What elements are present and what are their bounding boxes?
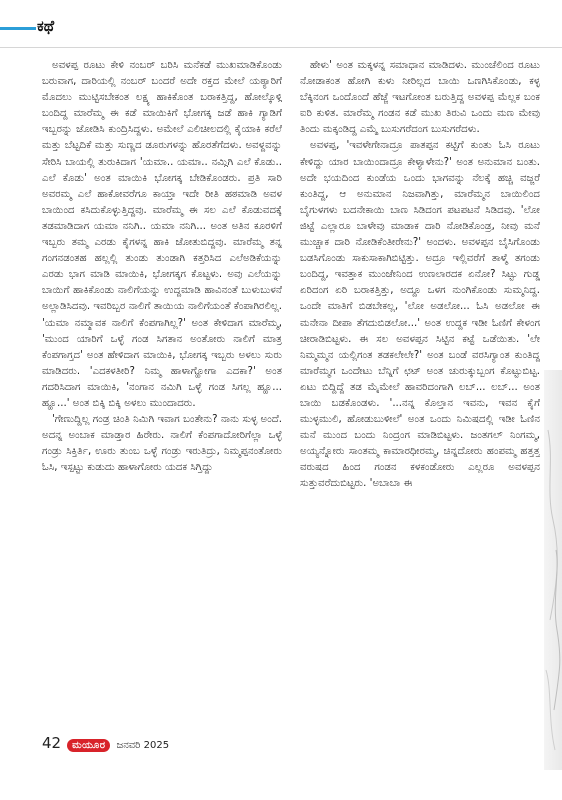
paragraph: ಹೇಳು' ಅಂತ ಮಕ್ಕಳನ್ನ ಸಮಾಧಾನ ಮಾಡಿದಳು. ಮುಂಚೆಲಿಂದ ರೂಟು ನೋಡಾಕಂತ ಹೋಗಿ ಕುಳು ನೀರಿಲ್ಲದ ಬಾಯಿ ಒಣಗಿಸಿಕೊಂಡು, ಕಳ್ಳ ಬೆಕ್ಕಿನಂಗ ಒಂದೊಂದೆ ಹೆಜ್ಜೆ ಇಟಗೋಂತ ಬರುತ್ತಿದ್ದ ಅವಳಪ್ಪ ಮೆಲ್ಲಕ ಬಂಕ ಐರಿ ಕುಳಿತ. ಮಾರೆಮ್ಮ ಗಂಡನ ಕಡೆ ಮುಖ ತಿರುವಿ ಒಂದು ಮಣ ಮೇವು ತಿಂದು ಮಕ್ಕಂಡಿದ್ದ ಎಮ್ಮೆ ಬುಸುಗರೆದಂಗ ಬುಸುಗರೆದಳು. [300, 60, 540, 136]
page-footer [42, 734, 169, 754]
issue-date: ಜನವರಿ 2025 [116, 740, 170, 751]
paragraph: ಅವಳಪ್ಪ ರೂಟು ಕೇಳಿ ನಂಬರ್ ಬರಿಸಿ ಮನೆಕಡೆ ಮುಖಮಾಡಿಕೊಂಡು ಬರುವಾಗ, ದಾರಿಯಲ್ಲಿ ನಂಬರ್ ಬಂದರೆ ಅದೇ ರಕ್ತದ ಮೇಲೆ ಯಠ್ಯಾರಿಗೆ ಮೊದಲು ಮುಟ್ಟಿಸಬೇಕಂತ ಲಕ್ಷ್ಯ ಹಾಕಿಕೊಂತ ಬರಾಕತ್ತಿದ್ದ, ಹೋಲ್ಕೊಳ್ಗಿ ಬಂದಿದ್ದ ಮಾರೆಮ್ಮ ಈ ಕಡೆ ಮಾಯಿಕಿಗೆ ಭೋಗಕ್ಕ ಜಡೆ ಹಾಕಿ ಗ್ಯಾಡಿಗೆ ಇಬ್ಬರನ್ನು ಜೋಡಿಸಿ ಕುಂದ್ರಿಸಿದ್ದಳು. ಅಮೇಲೆ ಎಲಿಚೀಲದಲ್ಲಿ ಕೈಯಾಕಿ ಕರೆಲೆ ಮತ್ತು ಬೆಟ್ಟದಿಕೆ ಮತ್ತು ಸುಣ್ಣದ ಡೂರುಗಳನ್ನು ಹೊರತೆಗೆದಳು. ಅವಳ್ದವನ್ನು ಸೇರಿಸಿ ಬಾಯಲ್ಲಿ ತುರುಕಿದಾಗ 'ಯಮಾ.. ಯಮಾ.. ನಮ್ಗಿಗಿ ಎಲೆ ಕೊಡು.. ಎಲೆ ಕೊಡು' ಅಂತ ಮಾಯಿಕಿ ಭೋಗಕ್ಕ ಬೇಡಿಕೊಂಡರು. ಪ್ರತಿ ಸಾರಿ ಅವರಮ್ಮ ಎಲೆ ಹಾಕೋವರೆಗೂ ಕಾಯ್ತಾ ಇದೇ ರೀತಿ ಹಠಮಾಡಿ ಅವಳ ಬಾಯಿಂದ ಕಸಿದುಕೊಳ್ಳುತ್ತಿದ್ದವು. ಮಾರೆಮ್ಮ ಈ ಸಲ ಎಲೆ ಕೊಡುವದಕ್ಕೆ ತಡಮಾಡಿದಾಗ ಯಮಾ ನನಿಗಿ.. ಯಮಾ ನನಿಗಿ... ಅಂತ ಅತಿನ ಕೂರಳಿಗೆ ಇಬ್ಬರು ತಮ್ಮ ಎರಡು ಕೈಗಳನ್ನ ಹಾಕಿ ಜೋತುಬಿದ್ದವು. ಮಾರೆಮ್ಮ ತನ್ನ ಗಂಗನಡಂತಹ ಹಲ್ಲಲ್ಲಿ ತುಂಡು ತುಂಡಾಗಿ ಕತ್ತರಿಸಿದ ಎಲೆಅಡಿಕೆಯನ್ನು ಎರಡು ಭಾಗ ಮಾಡಿ ಮಾಯಿಕಿ, ಭೋಗಕ್ಕಗ ಕೊಟ್ಟಳು. ಅವು ಎಲೆಯನ್ನು ಬಾಯಿಗೆ ಹಾಕಿಕೊಂಡು ನಾಲಿಗೆಯನ್ನು ಉದ್ದಮಾಡಿ ಹಾವಿನಂತೆ ಬುಳುಬುಳನೆ ಅಲ್ಲಾಡಿಸಿದವು. ಇವರಿಬ್ಬರ ನಾಲಿಗೆ ತಾಯಿಯ ನಾಲಿಗೆಯಂತೆ ಕೆಂಪಾಗಿರಲಿಲ್ಲ. 'ಯಮಾ ನಮ್ಮಾವಕ ನಾಲಿಗೆ ಕೆಂಪಗಾಗಿಲ್ಲ?' ಅಂತ ಕೇಳಿದಾಗ ಮಾರೆಮ್ಮ, 'ಮುಂದ ಯಾರಿಗೆ ಒಳ್ಳೆ ಗಂಡ ಸಿಗತಾನ ಅಂತೋರು ನಾಲಿಗೆ ಮಾತ್ರ ಕೆಂಪಗಾಗ್ತದ' ಅಂತ ಹೇಳಿದಾಗ ಮಾಯಿಕಿ, ಭೋಗಕ್ಕ ಇಬ್ಬರು ಅಳಲು ಸುರು ಮಾಡಿದರು. 'ಎದಕಳತೀರಿ? ನಿಮ್ಮ ಹಾಳಾಗ್ಹೋಗಾ ಎದಕಾ?' ಅಂತ ಗದರಿಸಿದಾಗ ಮಾಯಿಕಿ, 'ನಂಗಾನ ನಮಿಗಿ ಒಳ್ಳೆ ಗಂಡ ಸಿಗಲ್ಲ ಹ್ಹೂ... ಹ್ಹೂ...' ಅಂತ ಬಿಕ್ಕಿ ಬಿಕ್ಕಿ ಅಳಲು ಮುಂದಾದರು. [42, 60, 282, 409]
page-number: 42 [42, 734, 62, 752]
left-column [42, 58, 282, 728]
paragraph: 'ಗೇಣುದ್ದಿಲ್ಲ ಗಂಡ್ರ ಚಿಂತಿ ನಿಮಿಗಿ ಇವಾಗ ಬಂತೇನು? ನಾನು ಸುಳ್ಳ ಅಂದೆ. ಅದನ್ನ ಅಂಬಾಕ ಮಾಡ್ತಾರ ಹಿರೇರು. ನಾಲಿಗೆ ಕೆಂಪಗಾದೋರಿಗೆಲ್ಲಾ ಒಳ್ಳೆ ಗಂಡ್ರು ಸಿಕ್ತಿರ್ತಿ, ಊರು ತುಂಬ ಒಳ್ಳೆ ಗಂಡ್ರು ಇರುತಿದ್ರು, ನಿಮ್ಮಪ್ಪನಂತೋರು ಓಸಿ, ಇಸ್ಪಟ್ಟು ಕುಡುದು ಹಾಳಾಗೋರು ಯದಕ ಸಿಗ್ತಿದ್ದು [42, 414, 282, 474]
header-divider [0, 47, 562, 48]
sketch-lines-icon [544, 370, 562, 770]
right-column [300, 58, 540, 728]
paragraph: ಅವಳಪ್ಪ, 'ಇವಳೇಗೇನಾದ್ರೂ ಪಾತಪ್ಪನ ಕಟ್ಟಿಗೆ ಕುಂತು ಓಸಿ ರೂಟು ಕೇಳಿದ್ದು ಯಾರ ಬಾಯಿಂದಾದ್ರೂ ಕೇಳ್ಯಾಳೇನು?' ಅಂತ ಅನುಮಾನ ಬಂತು. ಅದೇ ಭಯದಿಂದ ಕುಂಡೆಯ ಒಂದು ಭಾಗವನ್ನು ನೆಲಕ್ಕೆ ಹಚ್ಚಿ ವಜ್ಜರೆ ಕುಂತಿದ್ದ, ಆ ಅನುಮಾನ ನಿಜವಾಗಿತ್ತು, ಮಾರೆಮ್ಮನ ಬಾಯಿಲಿಂದ ಬೈಗುಳಗಳು ಬದನೇಕಾಯಿ ಬಾಣ ಸಿಡಿದಂಗ ಪಟಪಟನೆ ಸಿಡಿದವು. 'ಲೋ ಜಿಟ್ಟೆ ಎಲ್ಲಾರೂ ಬಾಳೇವು ಮಾಡಾಕ ದಾರಿ ನೋಡಿಕೊಂಡ್ರ, ನೀವು ಮನೆ ಮುಚ್ಚಾಕ ದಾರಿ ನೋಡಿಕೆಂತೀರೇನು?' ಅಂದಳು. ಅವಳಪ್ಪನ ಬೈಸಿಗೊಂಡು ಬಡಸಿಗೊಂಡು ಸಾಕುಸಾಕಾಗಿಬಿಟ್ಟಿತ್ತು. ಅದ್ರೂ ಇಲ್ಲಿವರೆಗೆ ತಾಳ್ಮೆ ತಗಂಡು ಬಂದಿದ್ದ, ಇವತ್ತಾಕ ಮುಂಜೇನಿಂದ ಉಣಲಾರದಕ ಏನೋ? ಸಿಟ್ಟು ಗುಡ್ಡ ಏರಿದಂಗ ಏರಿ ಬರಾಕತ್ತಿತ್ತು, ಅದ್ದೂ ಒಳಗ ನುಂಗಿಕೊಂಡು ಸುಮ್ಮನಿದ್ದ. ಒಂದೇ ಮಾತಿಗೆ ಬಿಡಬೇಕಲ್ಲ, 'ಲೋ ಅಡಲೋ... ಓಸಿ ಅಡಲೋ ಈ ಮನೇನಾ ದೀಪಾ ತೆಗದುಬಿಡಲೋ...' ಅಂತ ಉದ್ದಕ ಇಡೀ ಓಣಿಗೆ ಕೇಳಂಗ ಚೀರಾಡಿಬಿಟ್ಟಳು. ಈ ಸಲ ಅವಳಪ್ಪನ ಸಿಟ್ಟಿನ ಕಟ್ಟೆ ಒಡೆಯಿತು. 'ಲೇ ನಿಮ್ಮಮ್ಮನ ಯಲ್ಲಿಗಂತ ತಡಕಲೇಲೇ?' ಅಂತ ಬಂಡೆ ವರಸಿಗ್ಯಾಂತ ಕುಂತಿದ್ದ ಮಾರೆಮ್ಮಗ ಒಂದೇಟು ಬೆನ್ನಿಗೆ ಛಟ್ ಅಂತ ಚುರುಕ್ಕುಬ್ಬಂಗ ಕೊಟ್ಟುಬಿಟ್ಟ. ಏಟು ಬಿದ್ದಿದ್ದೆ ತಡ ಮೈಮೇಲೆ ಹಾವರಿದಂಗಾಗಿ ಲಬ್... ಲಬ್... ಅಂತ ಬಾಯಿ ಬಡಕೊಂಡಳು. '...ನನ್ನ ಕೊಲ್ತಾನ ಇವನು, ಇವನ ಕೈಗೆ ಮುಳ್ಳಮುಲಿ, ಹೋಡುಬುಳೀಲೆ' ಅಂತ ಒಂದು ನಿಮಿಷದಲ್ಲಿ ಇಡೀ ಓಣಿನ ಮನೆ ಮುಂದ ಬಂದು ನಿಂದ್ರಂಗ ಮಾಡಿಬಿಟ್ಟಳು. ಜಂತಗಲ್ ನಿಂಗಮ್ಮ, ಅಯ್ಯನ್ನೋರು ಸಾಂತಮ್ಮ ಕಾಮಾರಧೀರಮ್ಮ, ಚಿನ್ನದೋರು ಹಂಪಮ್ಮ ಹತ್ತತ್ತ ವರುಷದ ಹಿಂದ ಗಂಡನ ಕಳಕಂಡೋರು ಎಲ್ಲರೂ ಅವಳಪ್ಪನ ಸುತ್ತುವರೆದುಬಿಟ್ಟರು. 'ಅಬಾಬಾ ಈ [300, 140, 540, 490]
article-body [42, 58, 540, 728]
section-accent-bar [0, 27, 36, 30]
section-label: ಕಥೆ [37, 17, 55, 35]
magazine-logo: ಮಯೂರ [67, 739, 110, 752]
illustration-edge [544, 370, 562, 770]
